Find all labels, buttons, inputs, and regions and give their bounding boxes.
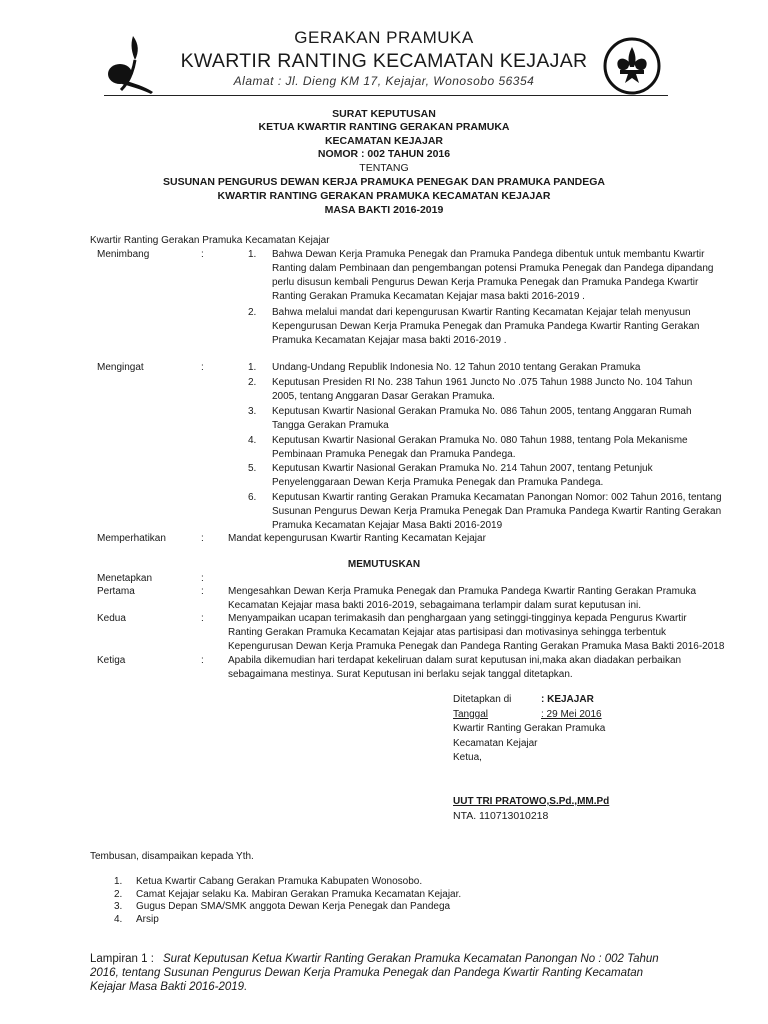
menimbang-item-line: Bahwa Dewan Kerja Pramuka Penegak dan Pramuka Pandega dibentuk untuk membantu Kwartir bbox=[272, 249, 705, 260]
org-name-line2: KWARTIR RANTING KECAMATAN KEJAJAR bbox=[180, 50, 588, 72]
ketiga-line: sebagaimana mestinya. Surat Keputusan ini berlaku sejak tanggal ditetapkan. bbox=[228, 669, 573, 680]
menimbang-item-number: 2. bbox=[248, 307, 257, 318]
signature-place-value: : KEJAJAR bbox=[541, 694, 594, 705]
mengingat-item-line: Undang-Undang Republik Indonesia No. 12 Tahun 2010 tentang Gerakan Pramuka bbox=[272, 362, 641, 373]
lampiran-label: Lampiran 1 : bbox=[90, 953, 154, 965]
signature-org-line1: Kwartir Ranting Gerakan Pramuka bbox=[453, 723, 606, 734]
menimbang-item-line: Bahwa melalui mandat dari kepengurusan Kwartir Ranting Kecamatan Kejajar telah menyusun bbox=[272, 307, 691, 318]
title-subject-line1: SUSUNAN PENGURUS DEWAN KERJA PRAMUKA PENEGAK DAN PRAMUKA PANDEGA bbox=[163, 176, 605, 188]
mengingat-item-number: 2. bbox=[248, 377, 257, 388]
title-number: NOMOR : 002 TAHUN 2016 bbox=[317, 148, 451, 160]
lampiran-line: Surat Keputusan Ketua Kwartir Ranting Gerakan Pramuka Kecamatan Panongan No : 002 Tahun bbox=[163, 953, 659, 965]
mengingat-item-line: Penyelenggaraan Dewan Kerja Pramuka Penegak dan Pramuka Pandega. bbox=[272, 477, 604, 488]
signature-date-label: Tanggal bbox=[453, 709, 489, 720]
tembusan-item-number: 1. bbox=[114, 876, 123, 887]
org-name-line1: GERAKAN PRAMUKA bbox=[294, 28, 474, 47]
mengingat-item-line: Susunan Pengurus Dewan Kerja Pramuka Penegak Dan Pramuka Pandega Kwartir Ranting Gerakan bbox=[272, 506, 722, 517]
mengingat-item-line: Keputusan Kwartir Nasional Gerakan Pramuka No. 214 Tahun 2007, tentang Petunjuk bbox=[272, 463, 653, 474]
memutuskan-heading: MEMUTUSKAN bbox=[347, 559, 421, 570]
pertama-colon: : bbox=[201, 586, 204, 597]
menetapkan-colon: : bbox=[201, 573, 204, 584]
mengingat-item-number: 6. bbox=[248, 492, 257, 503]
pertama-line: Mengesahkan Dewan Kerja Pramuka Penegak dan Pramuka Pandega Kwartir Ranting Gerakan Pramuka bbox=[228, 586, 697, 597]
mengingat-item-line: Keputusan Kwartir Nasional Gerakan Pramuka No. 080 Tahun 1988, tentang Pola Mekanisme bbox=[272, 435, 688, 446]
kedua-line: Kepengurusan Dewan Kerja Pramuka Penegak dan Pandega Ranting Gerakan Pramuka Masa Bakti 2016-2018 bbox=[228, 641, 725, 652]
mengingat-item-line: Tangga Gerakan Pramuka bbox=[272, 420, 389, 431]
menimbang-item-number: 1. bbox=[248, 249, 257, 260]
mengingat-item-number: 4. bbox=[248, 435, 257, 446]
kedua-line: Menyampaikan ucapan terimakasih dan penghargaan yang setinggi-tingginya kepada Pengurus Kwartir bbox=[228, 613, 687, 624]
menimbang-item-line: Ranting dalam Pembinaan dan pengembangan potensi Pramuka Penegak dan Pandega dipandang bbox=[272, 263, 714, 274]
pertama-label: Pertama bbox=[97, 586, 135, 597]
menimbang-item-line: Ranting Gerakan Pramuka Kecamatan Kejajar masa bakti 2016-2019 . bbox=[272, 291, 585, 302]
org-address: Alamat : Jl. Dieng KM 17, Kejajar, Wonosobo 56354 bbox=[233, 74, 535, 88]
memperhatikan-label: Memperhatikan bbox=[97, 533, 166, 544]
title-subject-line3: MASA BAKTI 2016-2019 bbox=[324, 204, 444, 216]
header-divider bbox=[104, 95, 668, 96]
signatory-name: UUT TRI PRATOWO,S.Pd.,MM.Pd bbox=[453, 796, 610, 807]
signature-date-value: : 29 Mei 2016 bbox=[541, 709, 602, 720]
lampiran-line: Kejajar Masa Bakti 2016-2019. bbox=[90, 981, 248, 993]
menimbang-colon: : bbox=[201, 249, 204, 260]
mengingat-item-number: 3. bbox=[248, 406, 257, 417]
tembusan-intro: Tembusan, disampaikan kepada Yth. bbox=[90, 851, 254, 862]
title-subject-line2: KWARTIR RANTING GERAKAN PRAMUKA KECAMATAN KEJAJAR bbox=[217, 190, 551, 202]
menimbang-item-line: Kepengurusan Dewan Kerja Pramuka Penegak dan Pramuka Pandega Kwartir Ranting Gerakan bbox=[272, 321, 700, 332]
tembusan-item: Gugus Depan SMA/SMK anggota Dewan Kerja Penegak dan Pandega bbox=[136, 901, 451, 912]
menetapkan-label: Menetapkan bbox=[97, 573, 153, 584]
signature-role: Ketua, bbox=[453, 752, 482, 763]
tembusan-item-number: 4. bbox=[114, 914, 123, 925]
title-tentang: TENTANG bbox=[359, 162, 409, 174]
tembusan-item: Ketua Kwartir Cabang Gerakan Pramuka Kabupaten Wonosobo. bbox=[136, 876, 423, 887]
ketiga-label: Ketiga bbox=[97, 655, 126, 666]
mengingat-item-number: 1. bbox=[248, 362, 257, 373]
tembusan-item: Arsip bbox=[136, 914, 159, 925]
memperhatikan-colon: : bbox=[201, 533, 204, 544]
tembusan-item-number: 3. bbox=[114, 901, 123, 912]
tembusan-item-number: 2. bbox=[114, 889, 123, 900]
lampiran-line: 2016, tentang Susunan Pengurus Dewan Kerja Pramuka Penegak dan Pandega Kwartir Ranting Kecamatan bbox=[90, 967, 643, 979]
ketiga-line: Apabila dikemudian hari terdapat kekeliruan dalam surat keputusan ini,maka akan diadakan perbaikan bbox=[228, 655, 682, 666]
mengingat-label: Mengingat bbox=[97, 362, 144, 373]
kedua-colon: : bbox=[201, 613, 204, 624]
memperhatikan-text: Mandat kepengurusan Kwartir Ranting Kecamatan Kejajar bbox=[228, 533, 486, 544]
title-line2: KETUA KWARTIR RANTING GERAKAN PRAMUKA bbox=[258, 121, 510, 133]
menimbang-label: Menimbang bbox=[97, 249, 150, 260]
menimbang-item-line: perlu disusun kembali Pengurus Dewan Kerja Pramuka Penegak dan Pramuka Pandega Kwartir bbox=[272, 277, 699, 288]
menimbang-item-line: Pramuka Kecamatan Kejajar masa bakti 2016-2019 . bbox=[272, 335, 507, 346]
mengingat-item-line: Pembinaan Pramuka Penegak dan Pramuka Pandega. bbox=[272, 449, 516, 460]
mengingat-item-line: Keputusan Presiden RI No. 238 Tahun 1961 Juncto No .075 Tahun 1988 Juncto No. 104 Tahun bbox=[272, 377, 693, 388]
title-line3: KECAMATAN KEJAJAR bbox=[324, 135, 444, 147]
pertama-line: Kecamatan Kejajar masa bakti 2016-2019, sebagaimana terlampir dalam surat keputusan ini. bbox=[228, 600, 642, 611]
mengingat-colon: : bbox=[201, 362, 204, 373]
mengingat-item-line: Keputusan Kwartir ranting Gerakan Pramuka Kecamatan Panongan Nomor: 002 Tahun 2016, tentang bbox=[272, 492, 722, 503]
mengingat-item-line: 2005, tentang Anggaran Dasar Gerakan Pramuka. bbox=[272, 391, 495, 402]
tembusan-item: Camat Kejajar selaku Ka. Mabiran Gerakan Pramuka Kecamatan Kejajar. bbox=[136, 889, 462, 900]
intro-text: Kwartir Ranting Gerakan Pramuka Kecamatan Kejajar bbox=[90, 235, 330, 246]
signatory-nta: NTA. 110713010218 bbox=[453, 810, 549, 822]
mengingat-item-line: Keputusan Kwartir Nasional Gerakan Pramuka No. 086 Tahun 2005, tentang Anggaran Rumah bbox=[272, 406, 692, 417]
mengingat-item-number: 5. bbox=[248, 463, 257, 474]
title-line1: SURAT KEPUTUSAN bbox=[332, 108, 436, 120]
kedua-line: Ranting Gerakan Pramuka Kecamatan Kejajar atas partisipasi dan motivasinya sehingga terbentuk bbox=[228, 627, 667, 638]
mengingat-item-line: Pramuka Kecamatan Kejajar Masa Bakti 2016-2019 bbox=[272, 520, 503, 531]
ketiga-colon: : bbox=[201, 655, 204, 666]
signature-place-label: Ditetapkan di bbox=[453, 694, 512, 705]
signature-org-line2: Kecamatan Kejajar bbox=[453, 738, 538, 749]
kedua-label: Kedua bbox=[97, 613, 126, 624]
